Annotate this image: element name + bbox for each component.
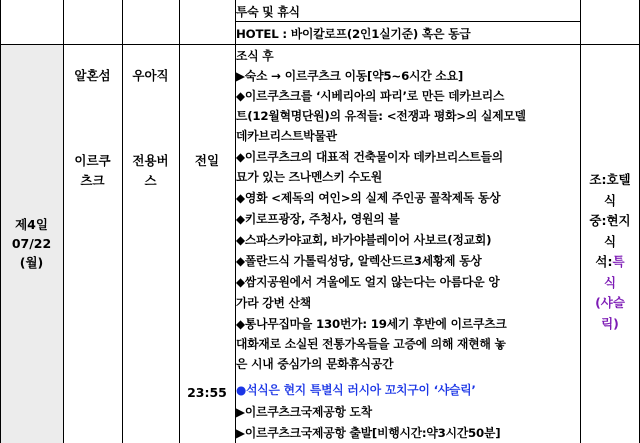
- meal-breakfast: 조:호텔: [589, 172, 631, 187]
- transport-2: 전용버: [132, 153, 169, 168]
- schedule-line: ◆쌈지공원에서 겨울에도 얼지 않는다는 아름다운 앙: [236, 275, 500, 289]
- place-2: 이르쿠: [74, 153, 111, 168]
- schedule-line: 가라 강변 산책: [236, 296, 311, 310]
- time-main: 전일: [194, 153, 220, 168]
- day-date: 07/22: [11, 236, 52, 251]
- time-end: 23:55: [187, 385, 227, 400]
- section-title: 투숙 및 휴식: [236, 5, 300, 19]
- schedule-line: ◆스파스카야교회, 바가야블레이어 사보르(정교회): [236, 233, 492, 247]
- schedule-line: 대화재로 소실된 전통가옥들을 고증에 의해 재현해 놓: [236, 337, 506, 351]
- day-label: 제4일: [15, 217, 48, 232]
- day-weekday: (월): [19, 255, 44, 270]
- schedule-line: ▶이르쿠츠크국제공항 출발[비행시간:약3시간50분]: [236, 426, 501, 440]
- meal-dinner-detail: (샤슬: [595, 295, 625, 310]
- schedule-line: 트(12월혁명단원)의 유적들: <전쟁과 평화>의 실제모델: [236, 109, 526, 123]
- place-1: 알혼섬: [74, 68, 111, 83]
- dinner-highlight: ●석식은 현지 특별식 러시아 꼬치구이 ‘샤슬릭’: [236, 383, 476, 397]
- meal-lunch: 중:현지: [589, 213, 631, 228]
- schedule-line: 조식 후: [236, 49, 274, 63]
- schedule-line: ◆통나무집마을 130번가: 19세기 후반에 이르쿠츠크: [236, 317, 507, 331]
- transport-3: 스: [144, 173, 157, 188]
- meal-breakfast-cont: 식: [603, 192, 617, 208]
- schedule-line: ◆키로프광장, 주청사, 영원의 불: [236, 212, 400, 226]
- hotel-line: HOTEL : 바이칼로프(2인1실기준) 혹은 동급: [236, 27, 471, 41]
- schedule-line: 은 시내 중심가의 문화휴식공간: [236, 357, 394, 371]
- place-3: 츠크: [80, 173, 105, 188]
- schedule-line: ▶숙소 → 이르쿠츠크 이동[약5~6시간 소요]: [236, 69, 464, 83]
- meal-dinner-label: 석:: [595, 254, 613, 269]
- schedule-line: ▶이르쿠츠크국제공항 도착: [236, 405, 372, 419]
- schedule-line: ◆폴란드식 가톨릭성당, 알렉산드르3세황제 동상: [236, 254, 482, 268]
- transport-1: 우아직: [132, 68, 169, 83]
- schedule-line: ◆이르쿠츠크를 ‘시베리아의 파리’로 만든 데카브리스: [236, 89, 505, 103]
- schedule-line: ◆영화 <제독의 여인>의 실제 주인공 꼴착제독 동상: [236, 191, 501, 205]
- meal-dinner-value: 특: [612, 254, 625, 269]
- meal-dinner-detail-cont: 릭): [601, 315, 619, 331]
- schedule-line: ◆이르쿠츠크의 대표적 건축물이자 데카브리스트들의: [236, 150, 503, 164]
- meal-lunch-cont: 식: [603, 233, 617, 249]
- schedule-line: 묘가 있는 즈나멘스키 수도원: [236, 170, 383, 184]
- schedule-line: 데카브리스트박물관: [236, 129, 337, 143]
- meal-dinner-cont: 식: [603, 274, 617, 290]
